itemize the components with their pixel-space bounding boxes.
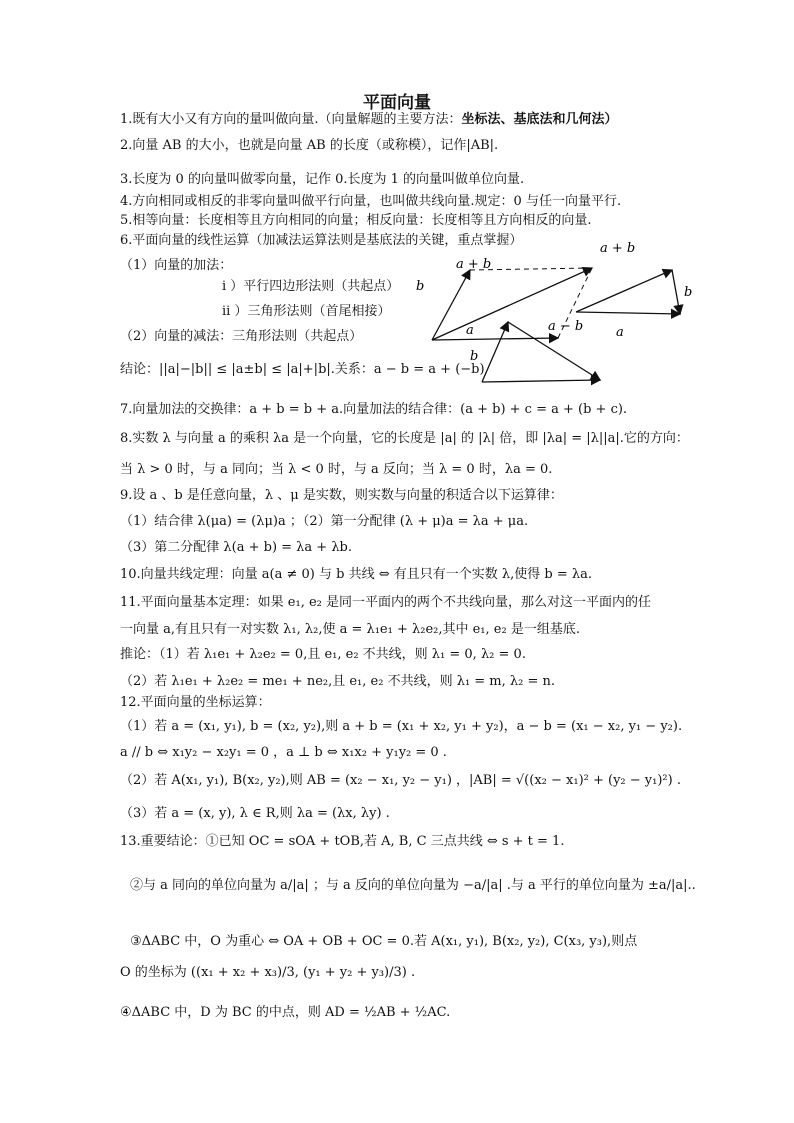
- item-9: 9.设 a 、b 是任意向量，λ 、μ 是实数，则实数与向量的积适合以下运算律：: [120, 488, 563, 503]
- item-1-text: 1.既有大小又有方向的量叫做向量.（向量解题的主要方法：: [120, 112, 462, 127]
- item-6-addition: （1）向量的加法：: [120, 258, 233, 273]
- item-11-continued: 一向量 a,有且只有一对实数 λ₁, λ₂,使 a = λ₁e₁ + λ₂e₂,其中 e₁, e₂ 是一组基底.: [120, 622, 580, 637]
- item-12-2: （2）若 A(x₁, y₁), B(x₂, y₂),则 AB = (x₂ − x₁, y₂ − y₁) ，|AB| = √((x₂ − x₁)² + (y₂ − y₁)²) .: [120, 773, 681, 788]
- item-7: 7.向量加法的交换律：a + b = b + a.向量加法的结合律：(a + b) + c = a + (b + c).: [120, 402, 628, 417]
- page-title: 平面向量: [363, 93, 431, 113]
- item-12-3: （3）若 a = (x, y), λ ∈ R,则 λa = (λx, λy) .: [120, 806, 390, 821]
- item-11-corollary-2: （2）若 λ₁e₁ + λ₂e₂ = me₁ + ne₂,且 e₁, e₂ 不共线，则 λ₁ = m, λ₂ = n.: [120, 674, 556, 689]
- item-6-conclusion: 结论：||a|−|b|| ≤ |a±b| ≤ |a|+|b|.关系：a − b = a + (−b): [120, 362, 485, 377]
- item-6-subtraction: （2）向量的减法：三角形法则（共起点）: [120, 329, 363, 344]
- label-parallelogram-sum: a + b: [456, 257, 492, 272]
- item-8-direction: 当 λ > 0 时，与 a 同向；当 λ < 0 时，与 a 反向；当 λ = 0 时，λa = 0.: [120, 462, 553, 477]
- item-10: 10.向量共线定理：向量 a(a ≠ 0) 与 b 共线 ⇔ 有且只有一个实数 λ,使得 b = λa.: [120, 567, 592, 582]
- label-parallelogram-b: b: [416, 279, 425, 294]
- item-12: 12.平面向量的坐标运算：: [120, 695, 271, 710]
- item-13-3-coordinates: O 的坐标为 ((x₁ + x₂ + x₃)/3, (y₁ + y₂ + y₃)/3) .: [120, 965, 416, 980]
- item-5: 5.相等向量：长度相等且方向相同的向量；相反向量：长度相等且方向相反的向量.: [120, 213, 592, 228]
- item-2: 2.向量 AB 的大小，也就是向量 AB 的长度（或称模），记作|AB|.: [120, 138, 499, 153]
- vector-figures: [400, 236, 720, 386]
- item-6-triangle-rule: ii ）三角形法则（首尾相接）: [222, 304, 391, 319]
- item-9-laws-1: （1）结合律 λ(μa) = (λμ)a ；（2）第一分配律 (λ + μ)a = λa + μa.: [120, 514, 529, 529]
- triangle-sum-figure: [548, 241, 692, 340]
- item-9-laws-2: （3）第二分配律 λ(a + b) = λa + λb.: [120, 540, 353, 555]
- label-triangle-a: a: [616, 325, 624, 340]
- item-11-corollary-1: 推论：（1）若 λ₁e₁ + λ₂e₂ = 0,且 e₁, e₂ 不共线，则 λ₁ = 0, λ₂ = 0.: [120, 647, 526, 662]
- item-4: 4.方向相同或相反的非零向量叫做平行向量，也叫做共线向量.规定：0 与任一向量平行.: [120, 194, 622, 209]
- item-13-4: ④ΔABC 中，D 为 BC 的中点，则 AD = ½AB + ½AC.: [120, 1005, 451, 1020]
- item-13-3: ③ΔABC 中，O 为重心 ⇔ OA + OB + OC = 0.若 A(x₁, y₁), B(x₂, y₂), C(x₃, y₃),则点: [130, 934, 638, 949]
- item-8: 8.实数 λ 与向量 a 的乘积 λa 是一个向量，它的长度是 |a| 的 |λ| 倍，即 |λa| = |λ||a|.它的方向：: [120, 431, 689, 446]
- label-sub-b: b: [470, 349, 479, 364]
- item-12-parallel-perp: a // b ⇔ x₁y₂ − x₂y₁ = 0 ，a ⊥ b ⇔ x₁x₂ + y₁y₂ = 0 .: [120, 745, 447, 760]
- item-1-methods: 坐标法、基底法和几何法）: [461, 112, 618, 127]
- item-12-1: （1）若 a = (x₁, y₁), b = (x₂, y₂),则 a + b = (x₁ + x₂, y₁ + y₂)，a − b = (x₁ − x₂, y₁ − y₂).: [120, 719, 683, 734]
- item-3: 3.长度为 0 的向量叫做零向量，记作 0.长度为 1 的向量叫做单位向量.: [120, 172, 525, 187]
- label-sub-a: a: [466, 323, 474, 338]
- item-13: 13.重要结论：①已知 OC = sOA + tOB,若 A, B, C 三点共线 ⇔ s + t = 1.: [120, 834, 565, 849]
- item-6: 6.平面向量的线性运算（加减法运算法则是基底法的关键，重点掌握）: [120, 233, 523, 248]
- label-triangle-b: b: [684, 285, 693, 300]
- item-6-parallelogram-rule: i ）平行四边形法则（共起点）: [222, 279, 400, 294]
- item-13-2: ②与 a 同向的单位向量为 a/|a| ；与 a 反向的单位向量为 −a/|a| .与 a 平行的单位向量为 ±a/|a|..: [130, 878, 696, 893]
- label-triangle-diff: a − b: [548, 319, 584, 334]
- label-triangle-sum: a + b: [600, 241, 636, 256]
- item-11: 11.平面向量基本定理：如果 e₁, e₂ 是同一平面内的两个不共线向量，那么对这一平面内的任: [120, 595, 652, 610]
- item-1: [120, 111, 618, 129]
